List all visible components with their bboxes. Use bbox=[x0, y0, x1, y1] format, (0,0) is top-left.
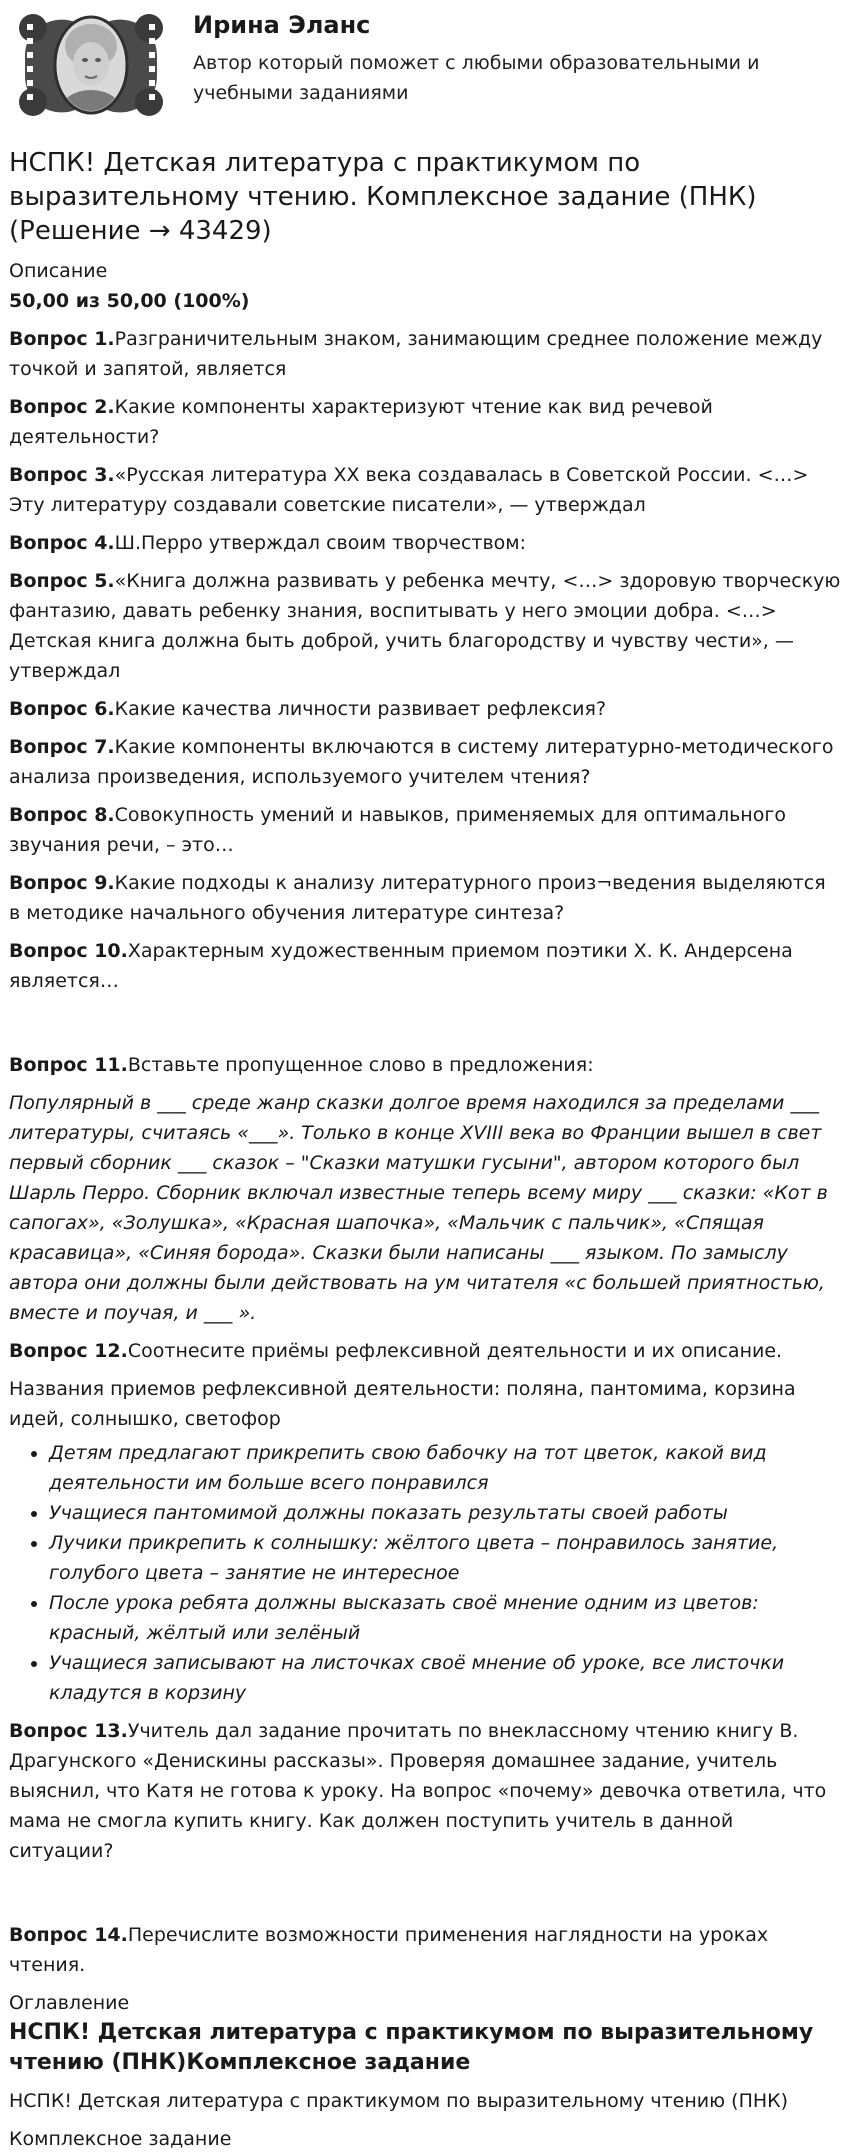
question-4 bbox=[9, 528, 841, 558]
question-8 bbox=[9, 800, 841, 860]
question-9 bbox=[9, 868, 841, 928]
toc-line-2: Комплексное задание bbox=[9, 2128, 232, 2150]
question-text: «Русская литература XX века создавалась в Советской России. <…> Эту литературу создавали советские писатели», — утверждал bbox=[9, 464, 809, 516]
question-text: «Книга должна развивать у ребенка мечту, <…> здоровую творческую фантазию, давать ребенку знания, воспитывать у него эмоции добра. <…> Детская книга должна быть доброй, учить благородству и чувству чести», — утверждал bbox=[9, 570, 841, 682]
author-header bbox=[9, 0, 841, 130]
question-3 bbox=[9, 460, 841, 520]
score: 50,00 из 50,00 (100%) bbox=[9, 290, 250, 312]
question-12-names: Названия приемов рефлексивной деятельности: поляна, пантомима, корзина идей, солнышко, светофор bbox=[9, 1378, 796, 1430]
question-14 bbox=[9, 1920, 841, 1980]
question-12 bbox=[9, 1336, 841, 1366]
question-13 bbox=[9, 1716, 841, 1866]
question-text: Вставьте пропущенное слово в предложения: bbox=[127, 1054, 594, 1076]
toc-label: Оглавление bbox=[9, 1992, 130, 2014]
question-label: Вопрос 1. bbox=[9, 328, 115, 350]
question-10 bbox=[9, 936, 841, 996]
toc-title: НСПК! Детская литература с практикумом по выразительному чтению (ПНК)Комплексное задание bbox=[9, 2020, 814, 2075]
question-label: Вопрос 13. bbox=[9, 1720, 128, 1742]
question-text: Ш.Перро утверждал своим творчеством: bbox=[114, 532, 527, 554]
question-label: Вопрос 14. bbox=[9, 1924, 128, 1946]
question-text: Какие подходы к анализу литературного произ¬ведения выделяются в методике начального обучения литературе синтеза? bbox=[9, 872, 826, 924]
question-label: Вопрос 4. bbox=[9, 532, 115, 554]
question-label: Вопрос 7. bbox=[9, 736, 115, 758]
list-item: • Детям предлагают прикрепить свою бабочку на тот цветок, какой вид деятельности им больше всего понравился bbox=[49, 1438, 841, 1498]
question-label: Вопрос 2. bbox=[9, 396, 115, 418]
question-text: Соотнесите приёмы рефлексивной деятельности и их описание. bbox=[127, 1340, 783, 1362]
question-text: Какие качества личности развивает рефлексия? bbox=[114, 698, 607, 720]
author-name: Ирина Эланс bbox=[193, 11, 371, 39]
question-label: Вопрос 8. bbox=[9, 804, 115, 826]
page-title: НСПК! Детская литература с практикумом по выразительному чтению. Комплексное задание (ПНК) (Решение → 43429) bbox=[9, 148, 757, 246]
question-2 bbox=[9, 392, 841, 452]
question-11-passage: Популярный в ___ среде жанр сказки долгое время находился за пределами ___ литературы, считаясь «___». Только в конце XVIII века во Франции вышел в свет первый сборник ___ сказок – "Сказки матушки гусыни", автором которого был Шарль Перро. Сборник включал известные теперь всему миру ___ сказки: «Кот в сапогах», «Золушка», «Красная шапочка», «Мальчик с пальчик», «Спящая красавица», «Синяя борода». Сказки были написаны ___ языком. По замыслу автора они должны были действовать на ум читателя «с большей приятностью, вместе и поучая, и ___ ». bbox=[9, 1092, 828, 1324]
question-label: Вопрос 6. bbox=[9, 698, 115, 720]
question-6 bbox=[9, 694, 841, 724]
question-5 bbox=[9, 566, 841, 686]
question-text: Совокупность умений и навыков, применяемых для оптимального звучания речи, – это… bbox=[9, 804, 786, 856]
description-label: Описание bbox=[9, 260, 108, 282]
question-7 bbox=[9, 732, 841, 792]
question-text: Характерным художественным приемом поэтики Х. К. Андерсена является… bbox=[9, 940, 793, 992]
question-label: Вопрос 9. bbox=[9, 872, 115, 894]
question-label: Вопрос 5. bbox=[9, 570, 115, 592]
question-text: Учитель дал задание прочитать по внеклассному чтению книгу В. Драгунского «Денискины рассказы». Проверяя домашнее задание, учитель выяснил, что Катя не готова к уроку. На вопрос «почему» девочка ответила, что мама не смогла купить книгу. Как должен поступить учитель в данной ситуации? bbox=[9, 1720, 827, 1862]
question-label: Вопрос 10. bbox=[9, 940, 128, 962]
list-item: • После урока ребята должны высказать своё мнение одним из цветов: красный, жёлтый или зелёный bbox=[49, 1588, 841, 1648]
question-label: Вопрос 11. bbox=[9, 1054, 128, 1076]
list-item: • Лучики прикрепить к солнышку: жёлтого цвета – понравилось занятие, голубого цвета – занятие не интересное bbox=[49, 1528, 841, 1588]
question-label: Вопрос 3. bbox=[9, 464, 115, 486]
list-item: • Учащиеся пантомимой должны показать результаты своей работы bbox=[49, 1498, 841, 1528]
question-label: Вопрос 12. bbox=[9, 1340, 128, 1362]
question-text: Перечислите возможности применения наглядности на уроках чтения. bbox=[9, 1924, 769, 1976]
question-text: Какие компоненты включаются в систему литературно-методического анализа произведения, используемого учителем чтения? bbox=[9, 736, 834, 788]
question-text: Разграничительным знаком, занимающим среднее положение между точкой и запятой, является bbox=[9, 328, 823, 380]
question-text: Какие компоненты характеризуют чтение как вид речевой деятельности? bbox=[9, 396, 713, 448]
question-12-list bbox=[9, 1438, 841, 1708]
author-avatar bbox=[15, 6, 167, 124]
toc-line-1: НСПК! Детская литература с практикумом по выразительному чтению (ПНК) bbox=[9, 2090, 789, 2112]
list-item: • Учащиеся записывают на листочках своё мнение об уроке, все листочки кладутся в корзину bbox=[49, 1648, 841, 1708]
question-11 bbox=[9, 1050, 841, 1080]
question-1 bbox=[9, 324, 841, 384]
author-bio: Автор который поможет с любыми образовательными и учебными заданиями bbox=[193, 52, 760, 104]
